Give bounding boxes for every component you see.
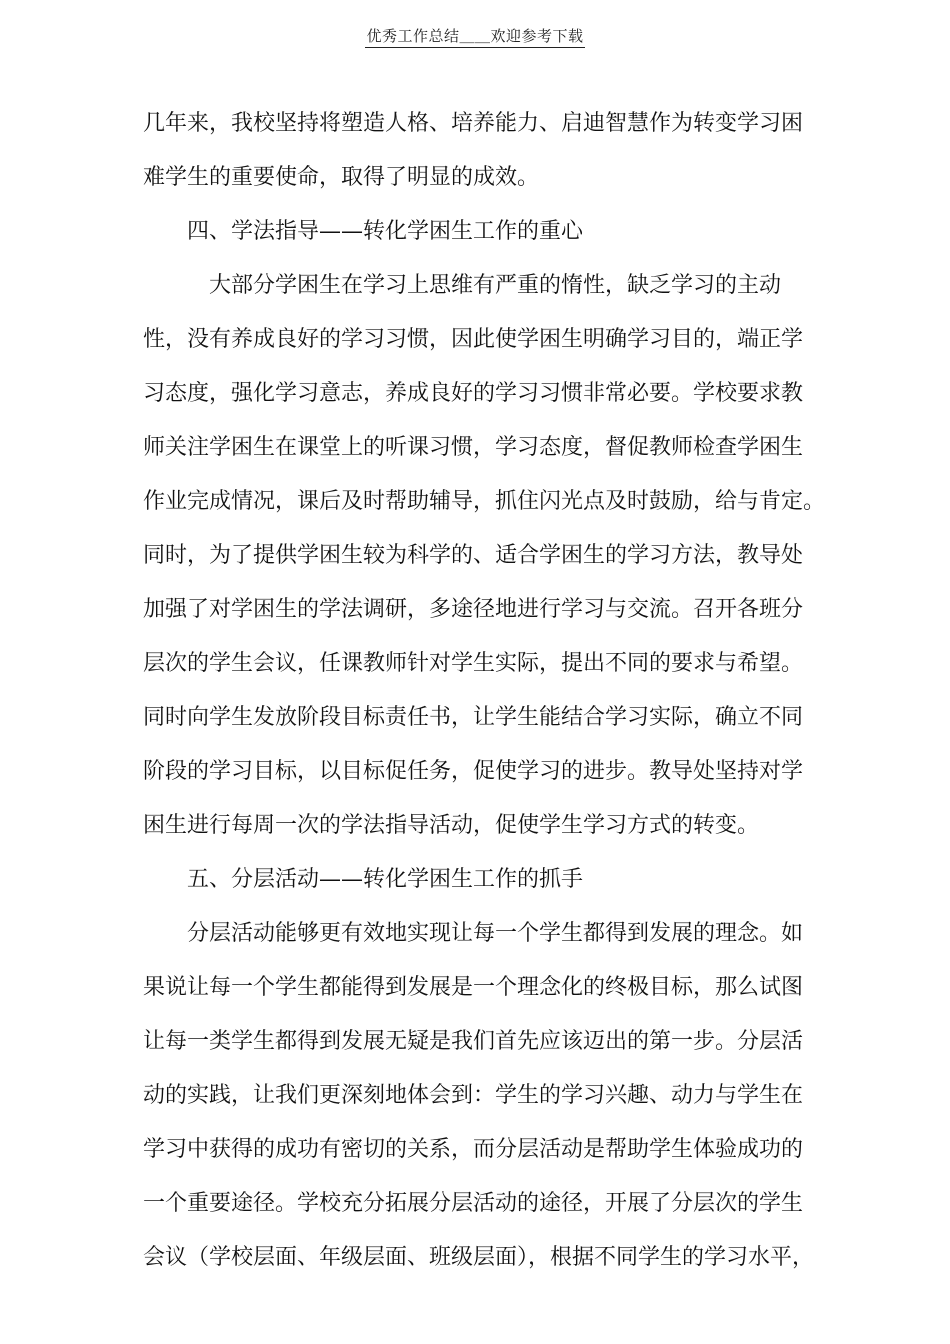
paragraph-line: 阶段的学习目标，以目标促任务，促使学习的进步。教导处坚持对学 (143, 759, 804, 784)
paragraph-line: 一个重要途径。学校充分拓展分层活动的途径，开展了分层次的学生 (143, 1191, 804, 1216)
header-text: 优秀工作总结＿＿欢迎参考下载 (365, 26, 584, 48)
section-heading: 五、分层活动——转化学困生工作的抓手 (187, 867, 584, 892)
paragraph-line: 同时，为了提供学困生较为科学的、适合学困生的学习方法，教导处 (143, 543, 804, 568)
paragraph-line: 分层活动能够更有效地实现让每一个学生都得到发展的理念。如 (187, 921, 804, 946)
paragraph-line: 学习中获得的成功有密切的关系，而分层活动是帮助学生体验成功的 (143, 1137, 804, 1162)
paragraph-line: 困生进行每周一次的学法指导活动，促使学生学习方式的转变。 (143, 813, 760, 838)
paragraph-line: 同时向学生发放阶段目标责任书，让学生能结合学习实际，确立不同 (143, 705, 804, 730)
page-header (0, 26, 950, 48)
paragraph-line: 加强了对学困生的学法调研，多途径地进行学习与交流。召开各班分 (143, 597, 804, 622)
paragraph-line: 师关注学困生在课堂上的听课习惯，学习态度，督促教师检查学困生 (143, 435, 804, 460)
paragraph-line: 大部分学困生在学习上思维有严重的惰性，缺乏学习的主动 (209, 273, 782, 298)
paragraph-line: 果说让每一个学生都能得到发展是一个理念化的终极目标，那么试图 (143, 975, 804, 1000)
paragraph-line: 层次的学生会议，任课教师针对学生实际，提出不同的要求与希望。 (143, 651, 804, 676)
paragraph-line: 会议（学校层面、年级层面、班级层面），根据不同学生的学习水平， (143, 1245, 815, 1270)
paragraph-line: 几年来，我校坚持将塑造人格、培养能力、启迪智慧作为转变学习困 (143, 111, 804, 136)
paragraph-line: 难学生的重要使命，取得了明显的成效。 (143, 165, 540, 190)
paragraph-line: 性，没有养成良好的学习习惯，因此使学困生明确学习目的，端正学 (143, 327, 804, 352)
document-body (143, 97, 826, 1285)
paragraph-line: 让每一类学生都得到发展无疑是我们首先应该迈出的第一步。分层活 (143, 1029, 804, 1054)
paragraph-line: 作业完成情况，课后及时帮助辅导，抓住闪光点及时鼓励，给与肯定。 (143, 489, 826, 514)
paragraph-line: 动的实践，让我们更深刻地体会到：学生的学习兴趣、动力与学生在 (143, 1083, 804, 1108)
paragraph-line: 习态度，强化学习意志，养成良好的学习习惯非常必要。学校要求教 (143, 381, 804, 406)
section-heading: 四、学法指导——转化学困生工作的重心 (187, 219, 584, 244)
